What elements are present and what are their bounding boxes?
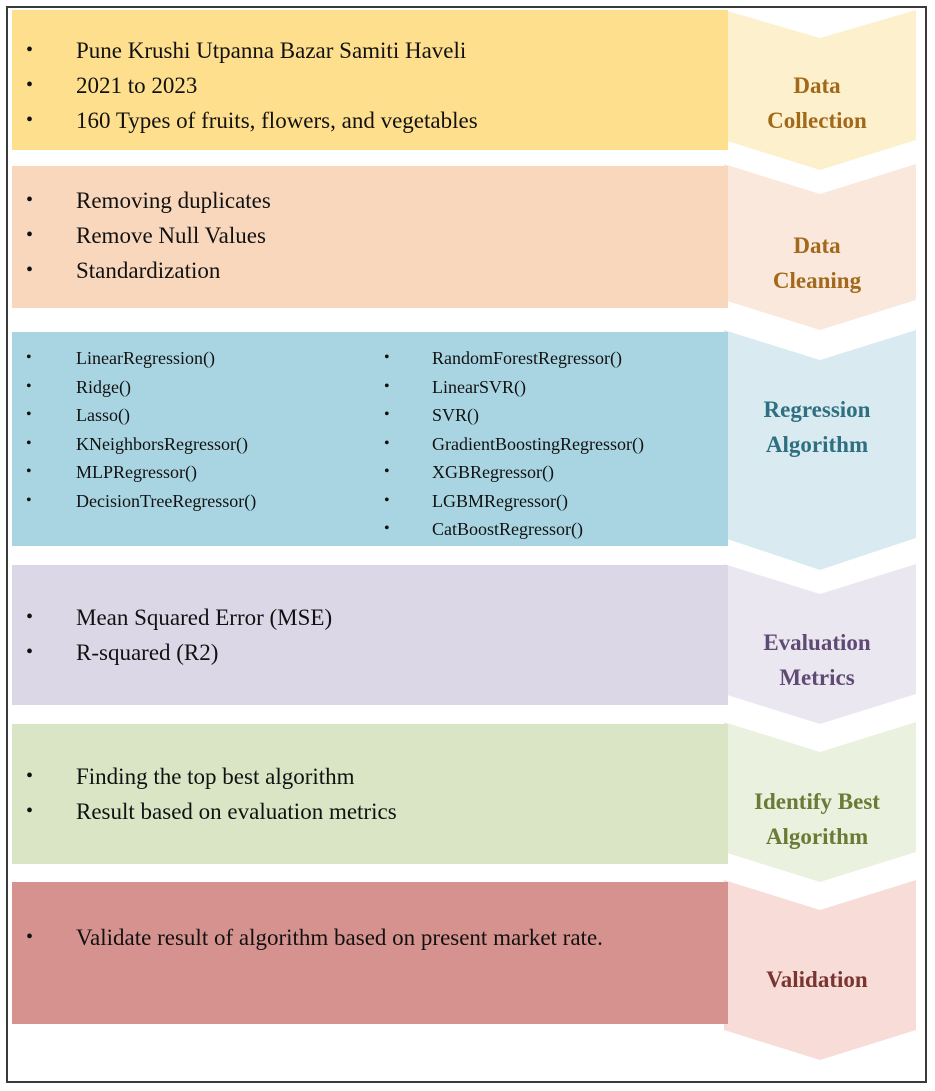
data-collection-label (722, 68, 912, 138)
stage-label-line: Cleaning (772, 268, 862, 293)
stage-label-line: Collection (767, 108, 867, 133)
stage-label-line: Metrics (779, 665, 855, 690)
stage-label-line: Regression (763, 397, 871, 422)
list-item: • LGBMRegressor() (384, 487, 644, 516)
list-item: • SVR() (384, 401, 644, 430)
identify-best-algorithm-label (722, 784, 912, 854)
list-item: • Finding the top best algorithm (12, 759, 397, 794)
list-item: • R-squared (R2) (12, 635, 332, 670)
regression-list-left (12, 344, 256, 515)
list-item: • Lasso() (12, 401, 256, 430)
list-item: • Standardization (12, 253, 271, 288)
list-item: • Validate result of algorithm based on present market rate. (12, 920, 672, 955)
identify-best-algorithm-box (12, 724, 728, 864)
list-item: • RandomForestRegressor() (384, 344, 644, 373)
evaluation-metrics-label (722, 625, 912, 695)
list-item: • KNeighborsRegressor() (12, 430, 256, 459)
list-item: • MLPRegressor() (12, 458, 256, 487)
list-item: • Remove Null Values (12, 218, 271, 253)
identify-best-algorithm-list (12, 759, 397, 829)
list-item: • Mean Squared Error (MSE) (12, 600, 332, 635)
list-item: • Pune Krushi Utpanna Bazar Samiti Haveli (12, 33, 478, 68)
list-item: • LinearSVR() (384, 373, 644, 402)
regression-list-right (384, 344, 644, 544)
stage-label-line: Algorithm (765, 824, 869, 849)
list-item: • 2021 to 2023 (12, 68, 478, 103)
stage-label-line: Validation (766, 967, 868, 992)
stage-label-line: Identify Best (754, 789, 880, 814)
regression-algorithm-label (722, 392, 912, 462)
validation-label (722, 962, 912, 997)
list-item: • Result based on evaluation metrics (12, 794, 397, 829)
data-cleaning-box (12, 166, 728, 308)
regression-algorithm-box (12, 332, 728, 546)
evaluation-metrics-list (12, 600, 332, 670)
list-item: • Removing duplicates (12, 183, 271, 218)
list-item: • 160 Types of fruits, flowers, and vegetables (12, 103, 478, 138)
list-item: • DecisionTreeRegressor() (12, 487, 256, 516)
list-item: • Ridge() (12, 373, 256, 402)
stage-label-line: Data (793, 233, 841, 258)
stage-label-line: Evaluation (763, 630, 871, 655)
list-item: • LinearRegression() (12, 344, 256, 373)
list-item: • GradientBoostingRegressor() (384, 430, 644, 459)
evaluation-metrics-box (12, 565, 728, 705)
data-cleaning-list (12, 183, 271, 288)
stage-label-line: Data (793, 73, 841, 98)
validation-list (12, 920, 672, 955)
list-item: • CatBoostRegressor() (384, 515, 644, 544)
data-cleaning-label (722, 228, 912, 298)
data-collection-box (12, 10, 728, 150)
data-collection-list (12, 33, 478, 138)
list-item: • XGBRegressor() (384, 458, 644, 487)
stage-label-line: Algorithm (765, 432, 869, 457)
validation-box (12, 882, 728, 1024)
